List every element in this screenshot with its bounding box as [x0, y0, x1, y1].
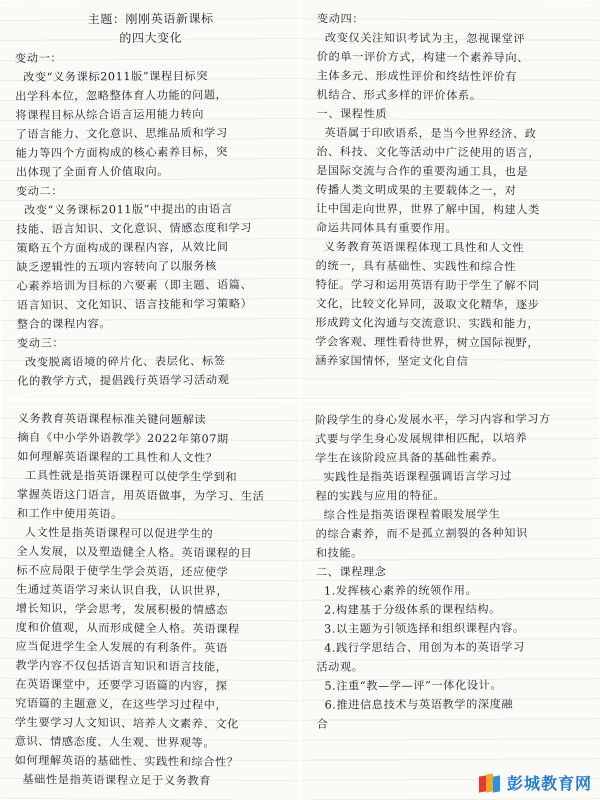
handwritten-line: 基础性是指英语课程立足于义务教育 — [22, 772, 212, 788]
handwritten-line: 特征。学习和运用英语有助于学生了解不同 — [315, 278, 540, 293]
handwritten-line: 1.发挥核心素养的统领作用。 — [323, 583, 478, 598]
handwritten-line: 6.推进信息技术与英语教学的深度融 — [324, 697, 514, 712]
handwritten-line: 增长知识，学会思考，发展积极的情感态 — [15, 601, 229, 617]
handwritten-line: 主题：刚刚英语新课标 — [87, 11, 214, 27]
handwritten-line: 了语言能力、文化意识、思维品质和学习 — [15, 126, 228, 141]
handwritten-line: 改变脱离语境的碎片化、表层化、标签 — [25, 354, 226, 369]
handwritten-line: 出学科本位，忽略整体育人功能的问题， — [15, 88, 228, 103]
handwritten-line: 价的单一评价方式，构建一个素养导向、 — [316, 50, 529, 65]
books-logo-icon — [479, 772, 501, 794]
handwritten-line: 语言知识、文化知识、语言技能和学习策略） — [16, 297, 253, 312]
handwritten-line: 变动三： — [16, 336, 65, 350]
handwritten-line: 策略五个方面构成的课程内容，从效比间 — [16, 240, 229, 255]
handwritten-line: 变动一： — [14, 51, 63, 65]
handwritten-line: 将课程目标从综合语言运用能力转向 — [15, 107, 205, 122]
handwritten-line: 化的教学方式，提倡践行英语学习活动观 — [17, 373, 230, 388]
handwritten-line: 整合的课程内容。 — [16, 317, 112, 331]
handwritten-line: 主体多元、形成性评价和终结性评价有 — [316, 69, 518, 84]
handwritten-line: 人文性是指英语课程可以促进学生的 — [24, 525, 214, 541]
handwritten-line: 工具性就是指英语课程可以使学生学到和 — [25, 468, 238, 484]
handwritten-line: 学生在该阶段应具备的基础性素养。 — [315, 450, 504, 465]
handwritten-line: 心素养培训为目标的六要素（即主题、语篇、 — [16, 278, 253, 293]
handwritten-line: 掌握英语这门语言，用英语做事，为学习、生活 — [16, 487, 265, 503]
handwritten-sheet-top-left — [0, 0, 301, 401]
handwritten-line: 如何理解英语的基础性、实践性和综合性？ — [14, 753, 239, 769]
handwritten-sheet-bottom-right — [299, 399, 600, 800]
watermark-text: 彭城教育网 — [506, 774, 592, 793]
handwritten-line: 义务教育英语课程标准关键问题解读 — [17, 411, 207, 427]
handwritten-line: 治、科技、文化等活动中广泛使用的语言， — [316, 145, 541, 160]
sheet-text — [0, 0, 301, 397]
sheet-text — [299, 0, 600, 378]
handwritten-line: 究语篇的主题意义，在这些学习过程中， — [15, 696, 228, 712]
handwritten-line: 变动四： — [316, 12, 365, 26]
handwritten-line: 技能、语言知识、文化意识、情感态度和学习 — [16, 221, 253, 236]
handwritten-line: 改变“义务课标2011版”课程目标突 — [23, 69, 209, 84]
handwritten-line: 生通过英语学习来认识自我，认识世界， — [16, 582, 229, 598]
handwritten-line: 式要与学生身心发展规律相匹配，以培养 — [315, 431, 528, 446]
handwritten-line: 机结合、形式多样的评价体系。 — [316, 88, 482, 103]
handwritten-line: 实践性是指英语课程强调语言学习过 — [323, 469, 512, 484]
handwritten-line: 意识、情感态度、人生观、世界观等。 — [14, 734, 216, 750]
handwritten-line: 5.注重“教—学—评”一体化设计。 — [324, 678, 503, 693]
handwritten-line: 缺乏逻辑性的五项内容转向了以服务核 — [16, 259, 217, 274]
handwritten-line: 是国际交流与合作的重要沟通工具，也是 — [316, 164, 529, 179]
handwritten-line: 变动二： — [15, 184, 64, 198]
handwritten-line: 全人发展，以及塑造健全人格。英语课程的目 — [16, 544, 253, 560]
handwritten-line: 能力等四个方面构成的核心素养目标，突 — [15, 145, 228, 160]
sheet-text — [0, 399, 302, 798]
handwritten-line: 2.构建基于分级体系的课程结构。 — [324, 602, 501, 617]
handwritten-line: 改变“义务课标2011版”中提出的由语言 — [24, 202, 233, 217]
handwritten-line: 传播人类文明成果的主要载体之一，对 — [316, 183, 517, 198]
handwritten-line: 和技能。 — [315, 546, 363, 560]
handwritten-line: 标不应局限于使学生学会英语，还应使学 — [16, 563, 229, 579]
handwritten-line: 学生要学习人文知识、培养人文素养、文化 — [14, 715, 239, 731]
handwritten-line: 改变仅关注知识考试为主，忽视课堂评 — [324, 31, 526, 46]
handwritten-line: 英语属于印欧语系，是当今世界经济、政 — [324, 126, 537, 141]
handwritten-line: 4.践行学思结合、用创为本的英语学习 — [324, 640, 525, 655]
sheet-text — [299, 399, 600, 740]
handwritten-line: 程的实践与应用的特征。 — [315, 489, 446, 503]
handwritten-line: 涵养家国情怀，坚定文化自信 — [315, 354, 469, 369]
handwritten-line: 让中国走向世界，世界了解中国，构建人类 — [315, 202, 540, 217]
handwritten-line: 摘自《中小学外语教学》2022年第07期 — [17, 430, 229, 446]
handwritten-line: 在英语课堂中，还要学习语篇的内容，探 — [15, 677, 228, 693]
handwritten-line: 的统一，具有基础性、实践性和综合性 — [315, 259, 517, 274]
handwritten-line: 出体现了全面育人价值取向。 — [15, 164, 170, 179]
handwritten-line: 如何理解英语课程的工具性和人文性？ — [17, 449, 218, 465]
handwritten-line: 文化，比较文化异同，汲取文化精华，逐步 — [315, 297, 540, 312]
handwritten-line: 应当促进学生全人发展的有利条件。英语 — [15, 639, 228, 655]
handwritten-line: 学会客观、理性看待世界，树立国际视野， — [315, 335, 540, 350]
handwritten-line: 教学内容不仅包括语言知识和语言技能， — [15, 658, 228, 674]
handwritten-line: 的四大变化 — [119, 30, 183, 46]
handwritten-sheet-bottom-left — [0, 399, 302, 800]
handwritten-line: 阶段学生的身心发展水平，学习内容和学习方 — [315, 412, 551, 427]
site-watermark — [479, 771, 592, 794]
handwritten-line: 合 — [316, 717, 329, 731]
handwritten-line: 形成跨文化沟通与交流意识、实践和能力， — [315, 316, 540, 331]
handwritten-line: 3.以主题为引领选择和组织课程内容。 — [324, 621, 525, 636]
handwritten-line: 和工作中使用英语。 — [16, 506, 123, 521]
handwritten-sheet-top-right — [299, 0, 600, 401]
handwritten-line: 义务教育英语课程体现工具性和人文性 — [323, 240, 525, 255]
handwritten-line: 一、课程性质 — [316, 107, 388, 121]
handwritten-line: 的综合素养，而不是孤立割裂的各种知识 — [315, 526, 528, 541]
handwritten-line: 综合性是指英语课程着眼发展学生 — [323, 507, 501, 522]
horizontal-divider — [0, 399, 600, 401]
handwritten-line: 度和价值观，从而形成健全人格。英语课程 — [15, 620, 240, 636]
handwritten-line: 活动观。 — [316, 660, 364, 674]
handwritten-line: 二、课程理念 — [315, 565, 387, 579]
handwritten-line: 命运共同体具有重要作用。 — [315, 221, 458, 236]
